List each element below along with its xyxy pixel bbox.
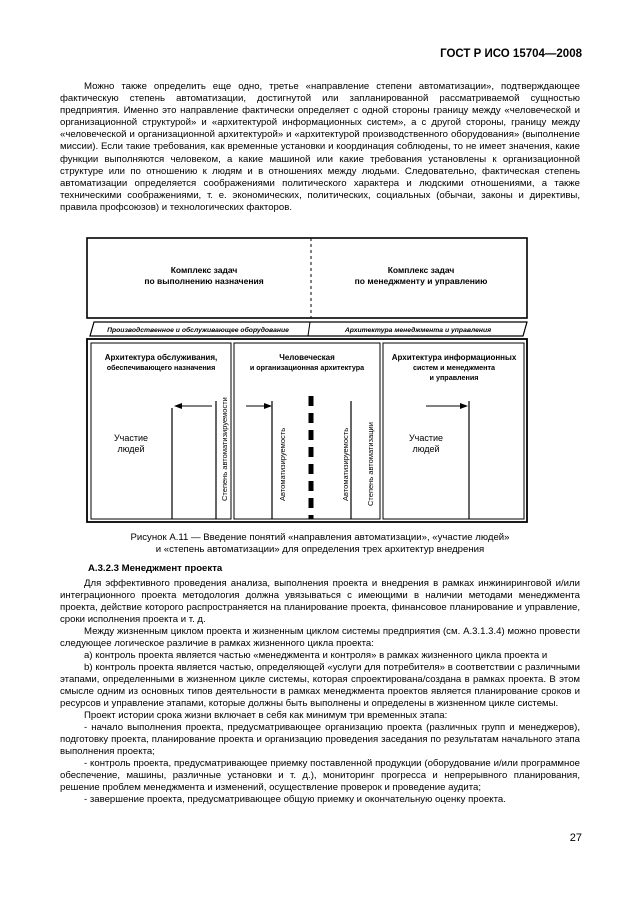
caption-line-2: и «степень автоматизации» для определения трех архитектур внедрения bbox=[155, 544, 485, 555]
top-right-line1: Комплекс задач bbox=[387, 265, 455, 275]
paragraph: b) контроль проекта является частью, определяющей «услуги для потребителя» в соответствии с различными этапами, определенными в жизненном цикле системы, которая спроектирована/создана в рамках проекта. В этом смысле одним из основных типов деятельности в рамках менеджмента проектов является планирование сроков и ресурсов и управление этапами, которые должны быть выполнены и определены в жизненном цикле системы. bbox=[60, 662, 580, 709]
participation-left-1: Участие bbox=[113, 433, 149, 443]
paragraph: - начало выполнения проекта, предусматривающее организацию проекта (различных групп и менеджеров), подготовку проекта, планирование проекта и организацию проведения заседания по результатам начального этапа выполнения проекта; bbox=[60, 722, 580, 757]
col1-line2: обеспечивающего назначения bbox=[106, 363, 216, 372]
top-right-line2: по менеджменту и управлению bbox=[354, 276, 488, 286]
top-left-line2: по выполнению назначения bbox=[144, 276, 264, 286]
automability-label-left: Автоматизируемость bbox=[278, 427, 287, 501]
band-divider bbox=[308, 322, 310, 336]
caption-line-1: Рисунок А.11 — Введение понятий «направления автоматизации», «участие людей» bbox=[130, 532, 510, 543]
paragraph: - контроль проекта, предусматривающее приемку поставленной продукции (оборудование и/или программное обеспечение, машины, различные установки и т. д.), мониторинг прогресса и непрерывного планирования, решение проблем менеджмента и изменений, осуществление проверок и проведение аудита; bbox=[60, 758, 580, 793]
section-title: А.3.2.3 Менеджмент проекта bbox=[88, 563, 223, 574]
paragraph: Между жизненным циклом проекта и жизненным циклом системы предприятия (см. А.3.1.3.4) можно провести следующее логическое различие в рамках жизненного цикла проекта: bbox=[60, 626, 580, 649]
figure-diagram bbox=[86, 236, 528, 526]
paragraph: Для эффективного проведения анализа, выполнения проекта и внедрения в рамках инжиниринговой и/или интеграционного проекта методология должна увязываться с имеющими в наличии методами менеджмента проекта, действие которого распространяется на планирование проекта, финансовое планирование и управление, сроки исполнения проекта и т. д. bbox=[60, 578, 580, 625]
degree-label-right: Степень автоматизации bbox=[366, 422, 375, 506]
figure-caption bbox=[60, 532, 580, 556]
section-body bbox=[60, 578, 580, 806]
participation-left-2: людей bbox=[117, 444, 145, 454]
center-left-arrow-head bbox=[264, 403, 272, 409]
col2-line1: Человеческая bbox=[279, 353, 335, 362]
intro-paragraph: Можно также определить еще одно, третье «направление степени автоматизации», подтверждающее фактическую степень автоматизации, достигнутой или запланированной рассматриваемой сущностью предприятия. Именно это направление фактически определяет с одной стороны границу между «человеческой и организационной структурой» и «архитектурой информационных систем», а с другой стороны, границу между «человеческой и организационной архитектурой» и «архитектурой производственного оборудования» (выполнение миссии). Если такие требования, как временные установки и координация соблюдены, то не имеет значения, какие функции выполняются человеком, а какие машиной или какие требования установлены к организационной структуре или по отношению к людям и в отношениях между людьми. Следовательно, фактическая степень автоматизации определяется соображениями политического характера и людскими отношениями, а также техническими соображениями, т. е. экономических, политических, социальных (обычаи, законы и директивы, правила профсоюзов) и технологических факторов. bbox=[60, 81, 580, 213]
band-right-text: Архитектура менеджмента и управления bbox=[344, 327, 492, 334]
col1-line1: Архитектура обслуживания, bbox=[104, 353, 218, 362]
architecture-figure bbox=[86, 236, 528, 526]
degree-label-left: Степень автоматизируемости bbox=[220, 397, 229, 501]
right-arrow-head bbox=[460, 403, 468, 409]
col3-line2: систем и менеджмента bbox=[412, 363, 496, 372]
col3-line3: и управления bbox=[429, 373, 479, 382]
band-left-text: Производственное и обслуживающее оборудование bbox=[107, 327, 289, 334]
col2-line2: и организационная архитектура bbox=[249, 363, 365, 372]
automability-label-right: Автоматизируемость bbox=[341, 427, 350, 501]
left-arrow-head bbox=[174, 403, 182, 409]
paragraph: а) контроль проекта является частью «менеджмента и контроля» в рамках жизненного цикла проекта и bbox=[84, 650, 548, 661]
paragraph: - завершение проекта, предусматривающее общую приемку и окончательную оценку проекта. bbox=[84, 794, 506, 805]
paragraph: Проект истории срока жизни включает в себя как минимум три временных этапа: bbox=[84, 710, 448, 721]
participation-right-1: Участие bbox=[408, 433, 444, 443]
page-number: 27 bbox=[569, 832, 582, 844]
top-left-line1: Комплекс задач bbox=[170, 265, 238, 275]
col3-line1: Архитектура информационных bbox=[391, 353, 517, 362]
participation-right-2: людей bbox=[412, 444, 440, 454]
document-header: ГОСТ Р ИСО 15704—2008 bbox=[440, 48, 582, 60]
